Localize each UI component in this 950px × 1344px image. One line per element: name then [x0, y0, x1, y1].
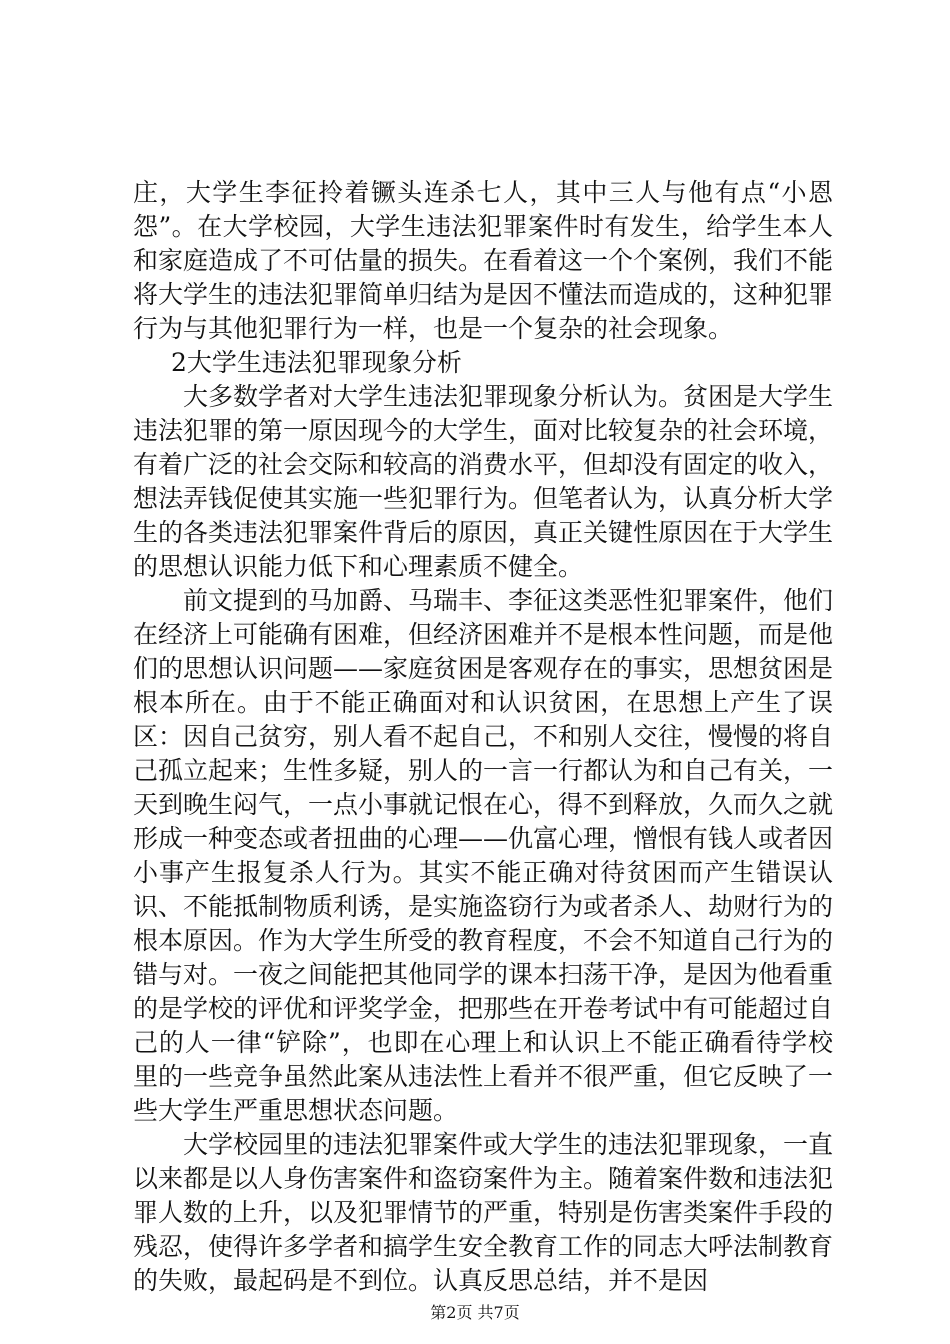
- document-body: [133, 176, 833, 1298]
- page-number-footer: 第2页 共7页: [430, 1303, 520, 1322]
- paragraph: 前文提到的马加爵、马瑞丰、李征这类恶性犯罪案件，他们在经济上可能确有困难，但经济困难并不是根本性问题，而是他们的思想认识问题——家庭贫困是客观存在的事实，思想贫困是根本所在。由于不能正确面对和认识贫困，在思想上产生了误区：因自己贫穷，别人看不起自己，不和别人交往，慢慢的将自己孤立起来；生性多疑，别人的一言一行都认为和自己有关，一天到晚生闷气，一点小事就记恨在心，得不到释放，久而久之就形成一种变态或者扭曲的心理——仇富心理，憎恨有钱人或者因小事产生报复杀人行为。其实不能正确对待贫困而产生错误认识、不能抵制物质利诱，是实施盗窃行为或者杀人、劫财行为的根本原因。作为大学生所受的教育程度，不会不知道自己行为的错与对。一夜之间能把其他同学的课本扫荡干净，是因为他看重的是学校的评优和评奖学金，把那些在开卷考试中有可能超过自己的人一律“铲除”，也即在心理上和认识上不能正确看待学校里的一些竞争虽然此案从违法性上看并不很严重，但它反映了一些大学生严重思想状态问题。: [133, 586, 834, 1125]
- paragraph: 大多数学者对大学生违法犯罪现象分析认为。贫困是大学生违法犯罪的第一原因现今的大学生，面对比较复杂的社会环境，有着广泛的社会交际和较高的消费水平，但却没有固定的收入，想法弄钱促使其实施一些犯罪行为。但笔者认为，认真分析大学生的各类违法犯罪案件背后的原因，真正关键性原因在于大学生的思想认识能力低下和心理素质不健全。: [133, 382, 834, 581]
- paragraph-continuation: 庄，大学生李征拎着镢头连杀七人，其中三人与他有点“小恩怨”。在大学校园，大学生违法犯罪案件时有发生，给学生本人和家庭造成了不可估量的损失。在看着这一个个案例，我们不能将大学生的违法犯罪简单归结为是因不懂法而造成的，这种犯罪行为与其他犯罪行为一样，也是一个复杂的社会现象。: [133, 178, 834, 343]
- paragraph: 大学校园里的违法犯罪案件或大学生的违法犯罪现象，一直以来都是以人身伤害案件和盗窃案件为主。随着案件数和违法犯罪人数的上升，以及犯罪情节的严重，特别是伤害类案件手段的残忍，使得许多学者和搞学生安全教育工作的同志大呼法制教育的失败，最起码是不到位。认真反思总结，并不是因: [133, 1130, 834, 1295]
- section-heading: 2大学生违法犯罪现象分析: [171, 348, 462, 377]
